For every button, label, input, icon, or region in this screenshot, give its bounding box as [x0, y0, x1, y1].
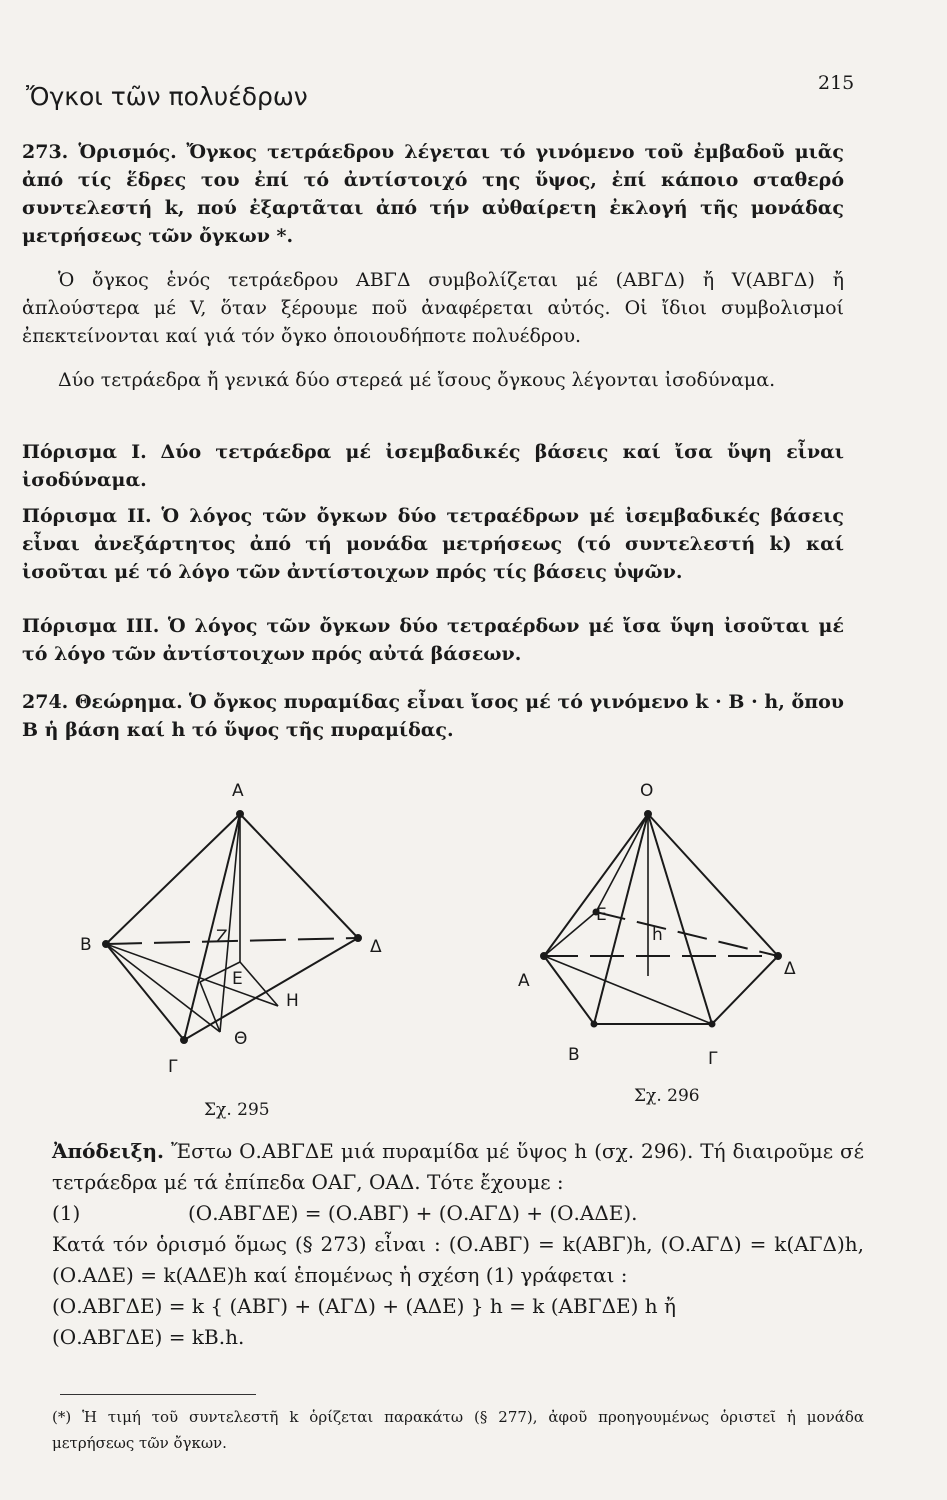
paragraph-notation: Ὁ ὄγκος ἑνός τετράεδρου ΑΒΓΔ συμβολίζεται μέ (ΑΒΓΔ) ἤ V(ΑΒΓΔ) ἤ ἁπλούστερα μέ V, ὅταν ξέρουμε ποῦ ἀναφέρεται αὐτός. Οἱ ἴδιοι συμβολισμοί ἐπεκτείνονται καί γιά τόν ὄγκο ὁποιουδήποτε πολυέδρου. [22, 269, 844, 347]
vertex-d [775, 953, 781, 959]
footnote-rule [60, 1394, 256, 1395]
label-296-h: h [652, 925, 663, 945]
edge-ed-hidden [596, 912, 778, 956]
definition-273-label: 273. Ὁρισμός. [22, 141, 177, 163]
vertex-b [103, 941, 109, 947]
line-a-theta [220, 814, 240, 1032]
edge-og [648, 814, 712, 1024]
label-295-h: H [286, 991, 299, 1011]
vertex-o [645, 811, 651, 817]
label-296-d: Δ [784, 959, 796, 979]
edge-ae [544, 912, 596, 956]
label-296-o: O [640, 781, 654, 801]
proof-line-4: (Ο.ΑΒΓΔΕ) = kB.h. [52, 1325, 245, 1349]
label-295-g: Γ [168, 1057, 178, 1077]
definition-273-text: Ὄγκος τετράεδρου λέγεται τό γινόμενο τοῦ ἐμβαδοῦ μιᾶς ἀπό τίς ἕδρες του ἐπί τό ἀντίστοιχό της ὕψος, ἐπί κάποιο σταθερό συντελεστή k, πού ἐξαρτᾶται ἀπό τήν αὐθαίρετη ἐκλογή τῆς μονάδας μετρήσεως τῶν ὄγκων *. [22, 141, 844, 247]
label-295-b: B [80, 935, 92, 955]
figures [60, 770, 860, 1130]
equation-1 [52, 1198, 864, 1229]
corollary-3 [22, 612, 844, 668]
label-296-e: E [596, 905, 607, 925]
proof [52, 1136, 864, 1353]
theorem-274 [22, 688, 844, 744]
vertex-b [592, 1022, 597, 1027]
corollary-1-text: Δύο τετράεδρα μέ ἰσεμβαδικές βάσεις καί ἴσα ὕψη εἶναι ἰσοδύναμα. [22, 441, 844, 491]
theorem-274-label: 274. Θεώρημα. [22, 691, 183, 713]
corollary-1 [22, 438, 844, 494]
label-295-theta: Θ [234, 1029, 248, 1049]
corollary-1-label: Πόρισμα I. [22, 441, 147, 463]
corollary-2-label: Πόρισμα II. [22, 505, 152, 527]
proof-line-1: Ἔστω Ο.ΑΒΓΔΕ μιά πυραμίδα μέ ὕψος h (σχ. 296). Τή διαιροῦμε σέ τετράεδρα μέ τά ἐπίπεδα ΟΑΓ, ΟΑΔ. Τότε ἔχουμε : [52, 1139, 864, 1194]
label-296-g: Γ [708, 1049, 718, 1069]
vertex-g [181, 1037, 187, 1043]
edge-ab [106, 814, 240, 944]
caption-figure-295: Σχ. 295 [204, 1100, 270, 1120]
figure-296 [541, 811, 781, 1027]
edge-ad [240, 814, 358, 938]
edge-oa [544, 814, 648, 956]
label-295-d: Δ [370, 937, 382, 957]
edge-gd [712, 956, 778, 1024]
proof-line-3: (Ο.ΑΒΓΔΕ) = k { (ΑΒΓ) + (ΑΓΔ) + (ΑΔΕ) } h = k (ΑΒΓΔΕ) h ἤ [52, 1294, 676, 1318]
page-number: 215 [818, 72, 855, 94]
label-296-a: A [518, 971, 530, 991]
definition-273 [22, 138, 844, 250]
proof-line-2: Κατά τόν ὁρισμό ὅμως (§ 273) εἶναι : (Ο.ΑΒΓ) = k(ΑΒΓ)h, (Ο.ΑΓΔ) = k(ΑΓΔ)h, (Ο.ΑΔΕ) = k(ΑΔΕ)h καί ἑπομένως ἡ σχέση (1) γράφεται : [52, 1232, 864, 1287]
label-295-a: A [232, 781, 244, 801]
paragraph-equivalent: Δύο τετράεδρα ἤ γενικά δύο στερεά μέ ἴσους ὄγκους λέγονται ἰσοδύναμα. [58, 369, 776, 391]
footnote: (*) Ἡ τιμή τοῦ συντελεστῆ k ὁρίζεται παρακάτω (§ 277), ἀφοῦ προηγουμένως ὁριστεῖ ἡ μονάδα μετρήσεως τῶν ὄγκων. [52, 1408, 864, 1452]
corollary-2 [22, 502, 844, 586]
figure-295 [103, 811, 361, 1043]
edge-ag [184, 814, 240, 1040]
theorem-274-text: Ὁ ὄγκος πυραμίδας εἶναι ἴσος μέ τό γινόμενο k · B · h, ὅπου B ἡ βάση καί h τό ὕψος τῆς πυραμίδας. [22, 691, 844, 741]
corollary-2-text: Ὁ λόγος τῶν ὄγκων δύο τετραέδρων μέ ἰσεμβαδικές βάσεις εἶναι ἀνεξάρτητος ἀπό τή μονάδα μετρήσεως (τό συντελεστή k) καί ἰσοῦται μέ τό λόγο τῶν ἀντίστοιχων πρός τίς βάσεις ὑψῶν. [22, 505, 844, 583]
edge-bd-hidden [106, 938, 358, 944]
label-295-e: E [232, 969, 243, 989]
edge-oe [596, 814, 648, 912]
vertex-d [355, 935, 361, 941]
caption-figure-296: Σχ. 296 [634, 1086, 700, 1106]
equation-1-number: (1) [52, 1201, 81, 1225]
edge-od [648, 814, 778, 956]
proof-intro [52, 1136, 864, 1198]
proof-label: Ἀπόδειξη. [52, 1139, 165, 1163]
vertex-a [541, 953, 547, 959]
vertex-g [710, 1022, 715, 1027]
vertex-a [237, 811, 243, 817]
running-header: Ὄγκοι τῶν πολυέδρων [26, 82, 308, 111]
label-296-b: B [568, 1045, 580, 1065]
label-295-z: Z [216, 927, 228, 947]
corollary-3-label: Πόρισμα III. [22, 615, 160, 637]
equation-1-body: (Ο.ΑΒΓΔΕ) = (Ο.ΑΒΓ) + (Ο.ΑΓΔ) + (Ο.ΑΔΕ). [188, 1201, 638, 1225]
corollary-3-text: Ὁ λόγος τῶν ὄγκων δύο τετραέρδων μέ ἴσα ὕψη ἰσοῦται μέ τό λόγο τῶν ἀντίστοιχων πρός αὐτά βάσεων. [22, 615, 845, 665]
